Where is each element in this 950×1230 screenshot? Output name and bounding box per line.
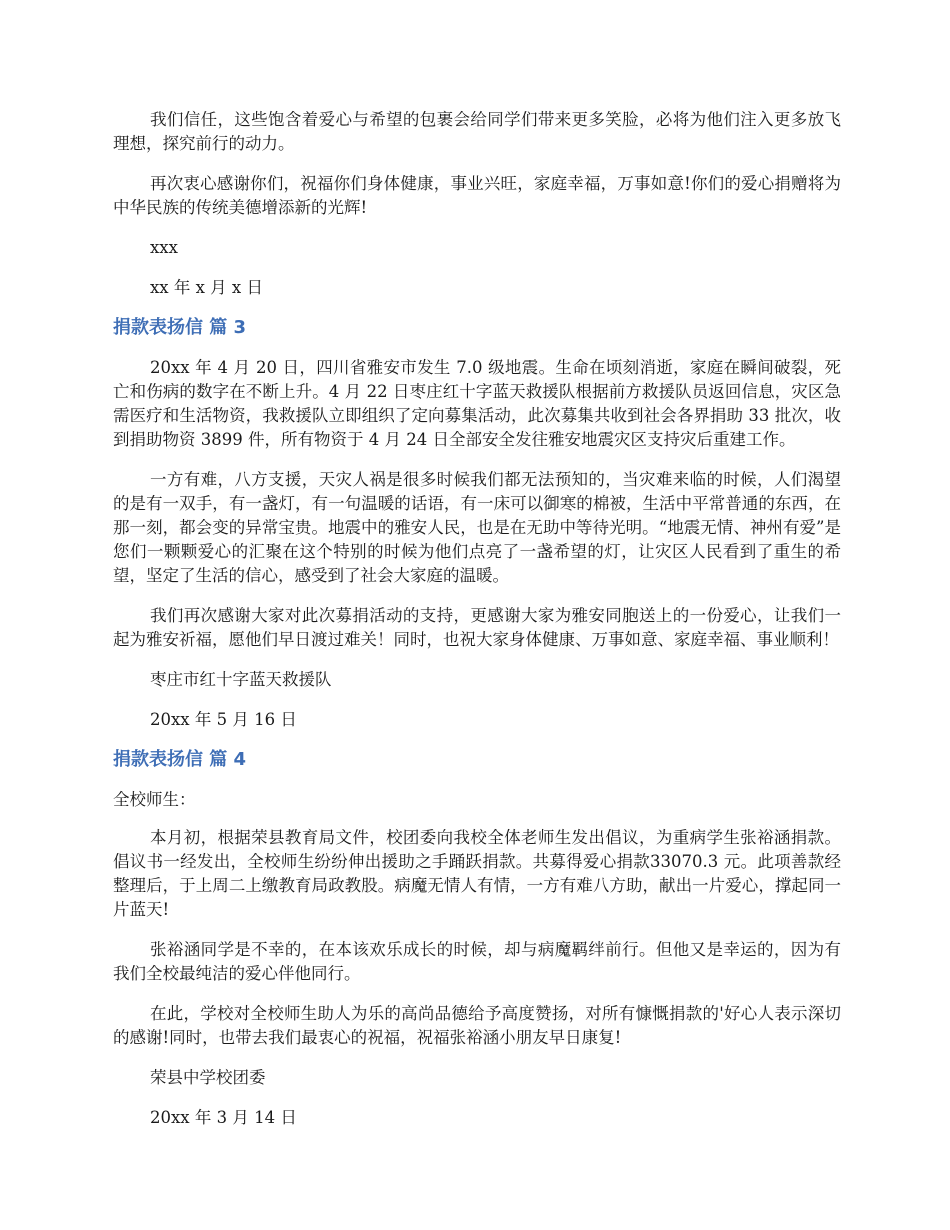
letter4-heading: 捐款表扬信 篇 4 <box>113 749 247 770</box>
document-page <box>113 108 841 1146</box>
letter2-paragraph-1: 我们信任，这些饱含着爱心与希望的包裹会给同学们带来更多笑脸，必将为他们注入更多放飞理想，探究前行的动力。 <box>113 110 841 153</box>
letter4-salutation: 全校师生： <box>113 790 196 809</box>
letter3-signer: 枣庄市红十字蓝天救援队 <box>150 670 332 689</box>
letter2-paragraph-2: 再次衷心感谢你们，祝福你们身体健康，事业兴旺，家庭幸福，万事如意!你们的爱心捐赠将为中华民族的传统美德增添新的光辉! <box>113 174 841 217</box>
letter2-signer: xxx <box>150 238 178 257</box>
letter4-signer: 荣县中学校团委 <box>150 1068 266 1087</box>
letter3-paragraph-1: 20xx 年 4 月 20 日，四川省雅安市发生 7.0 级地震。生命在顷刻消逝，家庭在瞬间破裂，死亡和伤病的数字在不断上升。4 月 22 日枣庄红十字蓝天救援队根据前方救援队员返回信息，灾区急需医疗和生活物资，我救援队立即组织了定向募集活动，此次募集共收到社会各界捐助 33 批次，收到捐助物资 3899 件，所有物资于 4 月 24 日全部安全发往雅安地震灾区支持灾后重建工作。 <box>113 358 841 449</box>
letter2-date: xx 年 x 月 x 日 <box>150 278 263 297</box>
letter4-paragraph-3: 在此，学校对全校师生助人为乐的高尚品德给予高度赞扬，对所有慷慨捐款的'好心人表示深切的感谢!同时，也带去我们最衷心的祝福，祝福张裕涵小朋友早日康复! <box>113 1004 841 1047</box>
letter4-paragraph-1: 本月初，根据荣县教育局文件，校团委向我校全体老师生发出倡议，为重病学生张裕涵捐款。倡议书一经发出，全校师生纷纷伸出援助之手踊跃捐款。共募得爱心捐款33070.3 元。此项善款经整理后，于上周二上缴教育局政教股。病魔无情人有情，一方有难八方助，献出一片爱心，撑起同一片蓝天! <box>113 828 841 919</box>
letter3-heading: 捐款表扬信 篇 3 <box>113 317 247 338</box>
letter3-date: 20xx 年 5 月 16 日 <box>150 710 297 729</box>
letter4-paragraph-2: 张裕涵同学是不幸的，在本该欢乐成长的时候，却与病魔羁绊前行。但他又是幸运的，因为有我们全校最纯洁的爱心伴他同行。 <box>113 940 841 983</box>
letter3-paragraph-3: 我们再次感谢大家对此次募捐活动的支持，更感谢大家为雅安同胞送上的一份爱心，让我们一起为雅安祈福，愿他们早日渡过难关！同时，也祝大家身体健康、万事如意、家庭幸福、事业顺利！ <box>113 606 841 649</box>
letter3-paragraph-2: 一方有难，八方支援，天灾人祸是很多时候我们都无法预知的，当灾难来临的时候，人们渴望的是有一双手，有一盏灯，有一句温暖的话语，有一床可以御寒的棉被，生活中平常普通的东西，在那一刻，都会变的异常宝贵。地震中的雅安人民，也是在无助中等待光明。“地震无情、神州有爱”是您们一颗颗爱心的汇聚在这个特别的时候为他们点亮了一盏希望的灯，让灾区人民看到了重生的希望，坚定了生活的信心，感受到了社会大家庭的温暖。 <box>113 470 841 585</box>
letter4-date: 20xx 年 3 月 14 日 <box>150 1108 297 1127</box>
